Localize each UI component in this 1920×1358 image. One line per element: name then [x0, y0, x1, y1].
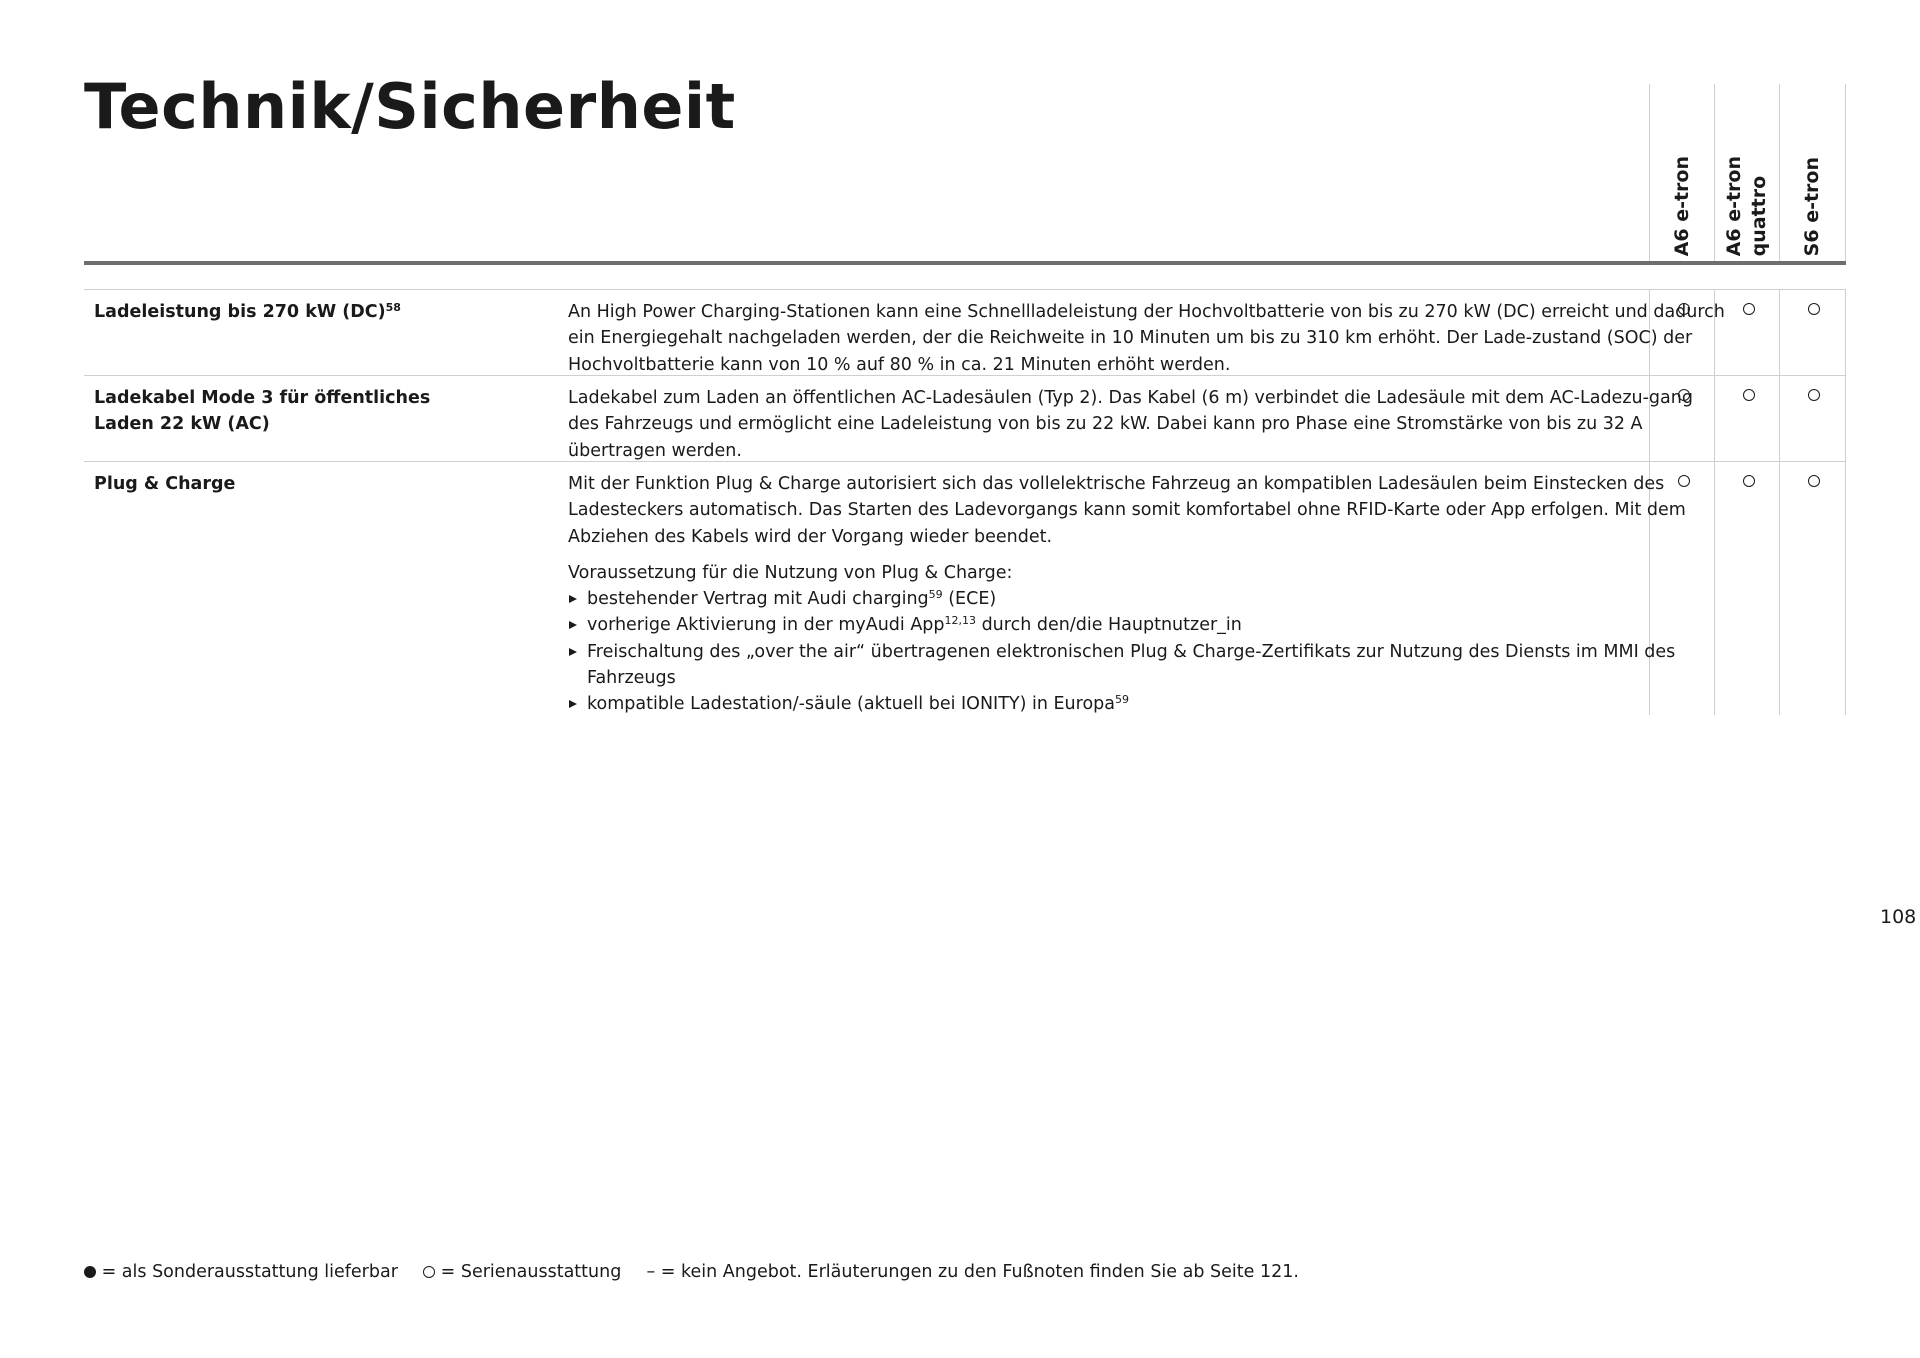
table-row: [84, 461, 1846, 715]
feature-name: Ladekabel Mode 3 für öffentliches Laden 22 kW (AC): [94, 388, 431, 434]
standard-equipment-icon: [1678, 475, 1690, 487]
column-header-label: A6 e-tron quattro: [1723, 155, 1770, 256]
filled-circle-icon: [84, 1266, 96, 1278]
requirements-intro: Voraussetzung für die Nutzung von Plug & Charge:: [568, 562, 1013, 583]
standard-equipment-icon: [1743, 303, 1755, 315]
column-divider: [1845, 84, 1846, 264]
legend-optional: = als Sonderausstattung lieferbar: [101, 1262, 398, 1282]
column-divider: [1714, 84, 1715, 264]
column-header-label: A6 e-tron: [1670, 155, 1693, 256]
standard-equipment-icon: [1678, 303, 1690, 315]
column-divider: [1779, 84, 1780, 264]
list-item: Freischaltung des „over the air“ übertragenen elektronischen Plug & Charge-Zertifikats zur Nutzung des Diensts im MMI des Fahrzeugs: [568, 639, 1728, 692]
page-number: 108: [1880, 906, 1917, 928]
legend-none: – = kein Angebot. Erläuterungen zu den Fußnoten finden Sie ab Seite 121.: [646, 1262, 1299, 1282]
feature-description: Mit der Funktion Plug & Charge autorisiert sich das vollelektrische Fahrzeug an kompatiblen Ladesäulen beim Einstecken des Ladesteckers automatisch. Das Starten des Ladevorgangs kann somit komfortabel ohne RFID-Karte oder App erfolgen. Mit dem Abziehen des Kabels wird der Vorgang wieder beendet. Voraussetzung für die Nutzung von Plug & Charge: bestehender Vertrag mit Audi charging$^{59}$ (ECE) vorherige Aktivierung in der myAudi App$^{12,13}$ durch den/die Hauptnutzer_in Freischaltung des „over the air“ übertragenen elektronischen Plug & Charge-Zertifikats zur Nutzung des Diensts im MMI des Fahrzeugs kompatible Ladestation/-säule (aktuell bei IONITY) in Europa$^{59}$: [568, 471, 1728, 718]
standard-equipment-icon: [1743, 389, 1755, 401]
column-header-label: S6 e-tron: [1800, 156, 1823, 256]
column-header-a6-etron-quattro: [1722, 138, 1772, 256]
list-item: kompatible Ladestation/-säule (aktuell bei IONITY) in Europa$^{59}$: [568, 691, 1728, 717]
feature-name: Ladeleistung bis 270 kW (DC)$^{58}$: [94, 301, 401, 322]
list-item: bestehender Vertrag mit Audi charging$^{59}$ (ECE): [568, 586, 1728, 612]
standard-equipment-icon: [1808, 475, 1820, 487]
header-rule: [84, 261, 1846, 265]
legend-standard: = Serienausstattung: [440, 1262, 622, 1282]
standard-equipment-icon: [1808, 303, 1820, 315]
footnote-ref: 58: [385, 301, 401, 314]
column-header-a6-etron: [1657, 138, 1707, 256]
open-circle-icon: [423, 1266, 435, 1278]
legend: [84, 1262, 1299, 1282]
feature-name: Plug & Charge: [94, 474, 236, 494]
standard-equipment-icon: [1743, 475, 1755, 487]
feature-description: Ladekabel zum Laden an öffentlichen AC-Ladesäulen (Typ 2). Das Kabel (6 m) verbindet die Ladesäule mit dem AC-Ladezu-gang des Fahrzeugs und ermöglicht eine Ladeleistung von bis zu 22 kW. Dabei kann pro Phase eine Stromstärke von bis zu 32 A übertragen werden.: [568, 388, 1693, 461]
standard-equipment-icon: [1808, 389, 1820, 401]
column-divider: [1649, 84, 1650, 264]
list-item: vorherige Aktivierung in der myAudi App$^{12,13}$ durch den/die Hauptnutzer_in: [568, 612, 1728, 638]
feature-description: An High Power Charging-Stationen kann eine Schnellladeleistung der Hochvoltbatterie von bis zu 270 kW (DC) erreicht und dadurch ein Energiegehalt nachgeladen werden, der die Reichweite in 10 Minuten um bis zu 310 km erhöht. Der Lade-zustand (SOC) der Hochvoltbatterie kann von 10 % auf 80 % in ca. 21 Minuten erhöht werden.: [568, 302, 1725, 375]
table-row: [84, 375, 1846, 461]
column-header-s6-etron: [1787, 138, 1837, 256]
page-title: Technik/Sicherheit: [84, 70, 736, 143]
table-row: [84, 289, 1846, 375]
standard-equipment-icon: [1678, 389, 1690, 401]
requirements-list: [568, 586, 1728, 717]
